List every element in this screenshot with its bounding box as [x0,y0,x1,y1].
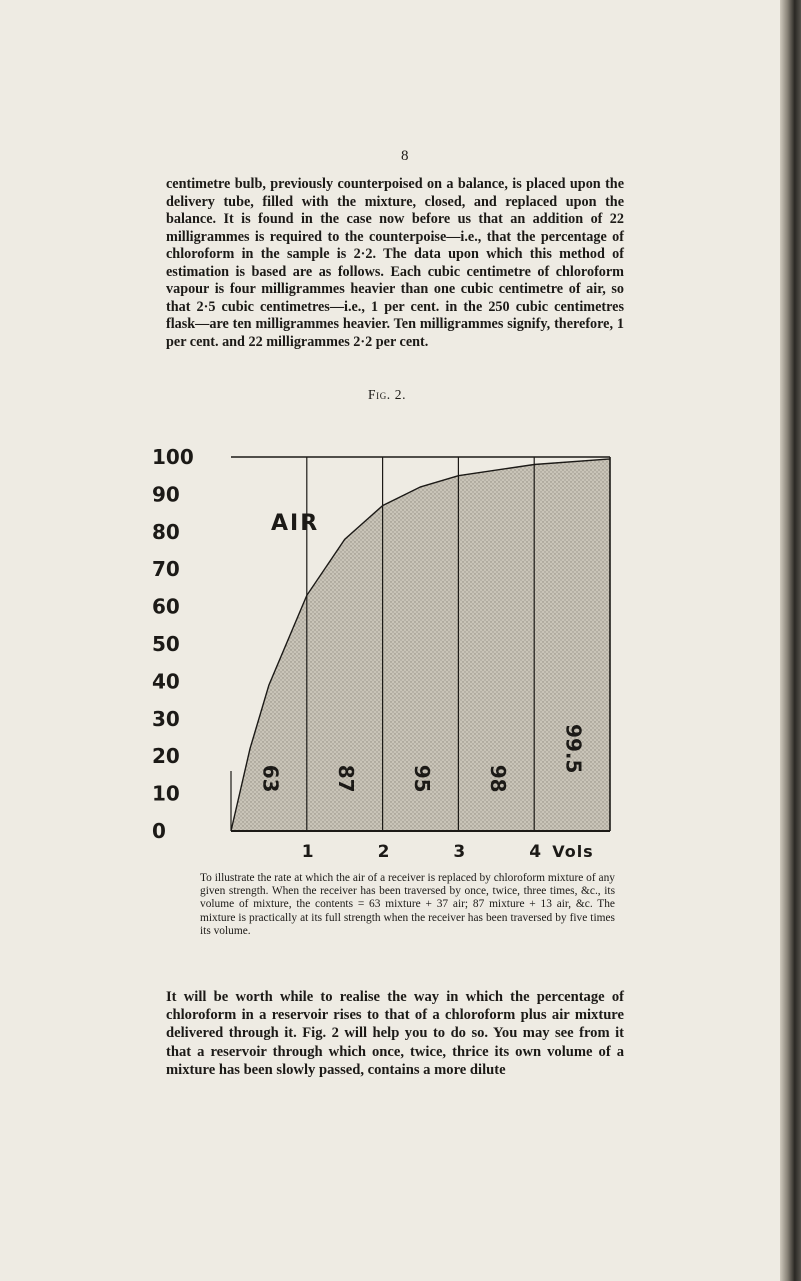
y-tick-label-100: 100 [152,445,194,469]
y-tick-label-50: 50 [152,632,180,656]
figure-2-chart [150,405,630,860]
x-unit-label: Vols [552,842,594,860]
page-number: 8 [401,148,409,164]
body-paragraph-top: centimetre bulb, previously counterpoised on a balance, is placed upon the delivery tube, filled with the mixture, closed, and replaced upon the balance. It is found in the case now before us that an addition of 22 milligrammes is required to the counterpoise—i.e., that the percentage of chloroform in the sample is 2·2. The data upon which this method of estimation is based are as follows. Each cubic centimetre of chloroform vapour is four milligrammes heavier than one cubic centimetre of air, so that 2·5 cubic centimetres—i.e., 1 per cent. in the 250 cubic centimetres flask—are ten milligrammes heavier. Ten milligrammes signify, therefore, 1 per cent. and 22 milligrammes 2·2 per cent. [166,176,624,350]
segment-value-1: 63 [258,764,283,793]
y-tick-label-90: 90 [152,482,180,507]
figure-title: Fig. 2. [368,387,407,402]
y-tick-label-40: 40 [152,669,180,694]
y-tick-label-20: 20 [152,744,180,769]
y-tick-label-30: 30 [152,706,180,731]
air-region-label: AIR [271,511,320,536]
figure-caption: To illustrate the rate at which the air of a receiver is replaced by chloroform mixture of any given strength. When the receiver has been traversed by once, twice, three times, &c., its volume of mixture, the contents = 63 mixture + 37 air; 87 mixture + 13 air, &c. The mixture is practically at its full strength when the receiver has been traversed by five times its volume. [200,872,615,937]
segment-value-5: 99.5 [561,724,586,774]
book-spine-edge [780,0,801,1281]
y-tick-label-10: 10 [152,781,180,806]
segment-value-3: 95 [410,764,434,793]
x-tick-label-4: 4 [529,842,542,860]
y-tick-label-0: 0 [152,819,166,843]
y-tick-label-70: 70 [152,557,180,582]
x-tick-label-3: 3 [453,842,466,860]
x-tick-label-2: 2 [377,842,390,860]
y-tick-label-60: 60 [152,594,180,619]
chart-svg [150,405,630,860]
y-tick-label-80: 80 [152,519,180,544]
segment-value-2: 87 [334,764,359,793]
x-tick-label-1: 1 [301,842,314,860]
body-paragraph-bottom: It will be worth while to realise the way in which the percentage of chloroform in a reservoir rises to that of a chloroform plus air mixture delivered through it. Fig. 2 will help you to do so. You may see from it that a reservoir through which once, twice, thrice its own volume of a mixture has been slowly passed, contains a more dilute [166,989,624,1078]
segment-value-4: 98 [485,764,510,793]
